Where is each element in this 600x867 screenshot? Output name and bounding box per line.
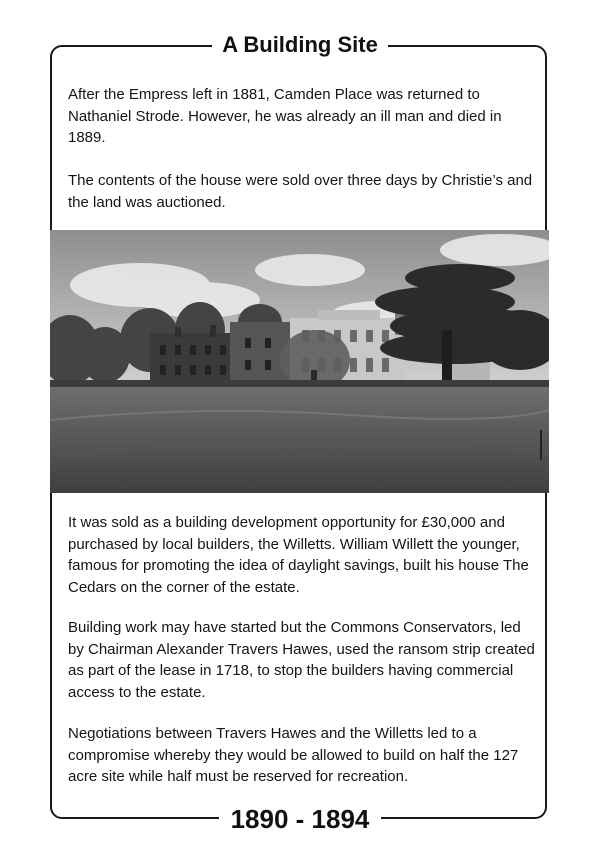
date-range: 1890 - 1894 xyxy=(219,802,382,836)
paragraph-sale: It was sold as a building development opportunity for £30,000 and purchased by local builders, the Willetts. William Willett the younger, famous for promoting the idea of daylight savings, built his house The Cedars on the corner of the estate. xyxy=(68,514,529,596)
paragraph-compromise: Negotiations between Travers Hawes and the Willetts led to a compromise whereby they would be allowed to build on half the 127 acre site while half must be reserved for recreation. xyxy=(68,725,519,785)
flag-pin xyxy=(540,430,542,460)
photo-illustration xyxy=(50,230,549,493)
paragraph-intro: After the Empress left in 1881, Camden Place was returned to Nathaniel Strode. However, he was already an ill man and died in 1889. xyxy=(68,86,502,146)
lawn xyxy=(50,387,549,493)
paragraph-conservators: Building work may have started but the Commons Conservators, led by Chairman Alexander Travers Hawes, used the ransom strip created as part of the lease in 1718, to stop the builders having commercial access to the estate. xyxy=(68,619,535,701)
camden-place-photo xyxy=(50,230,549,493)
page-title: A Building Site xyxy=(212,29,388,61)
paragraph-auction: The contents of the house were sold over three days by Christie’s and the land was auctioned. xyxy=(68,172,533,211)
hedge xyxy=(50,380,549,388)
